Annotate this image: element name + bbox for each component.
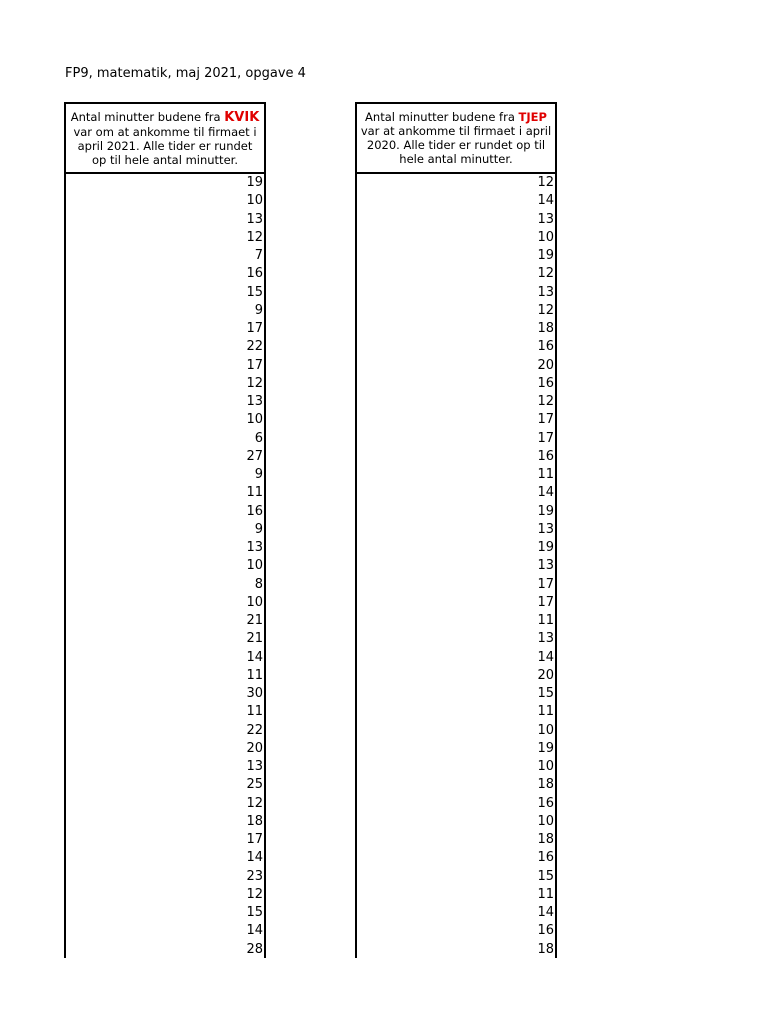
kvik-value-cell: 6	[254, 430, 263, 446]
kvik-value-cell: 13	[246, 759, 263, 774]
kvik-value-cell: 12	[246, 795, 263, 811]
tjep-header-text-start: Antal minutter budene fra	[365, 110, 519, 124]
tjep-value-cell: 11	[537, 704, 554, 720]
kvik-value-cell: 16	[246, 266, 263, 282]
tjep-value-cell: 13	[537, 284, 554, 300]
kvik-value-cell: 14	[246, 923, 263, 939]
tjep-value-cell: 12	[537, 302, 554, 318]
tjep-value-cell: 16	[537, 795, 554, 811]
kvik-value-cell: 21	[246, 613, 263, 628]
kvik-values-list	[66, 174, 264, 959]
kvik-value-cell: 21	[246, 631, 263, 647]
kvik-value-cell: 13	[246, 394, 263, 409]
tjep-value-cell: 20	[537, 357, 554, 373]
tjep-column-header	[357, 102, 555, 174]
kvik-value-cell: 12	[246, 229, 263, 245]
kvik-value-cell: 11	[246, 667, 263, 683]
kvik-value-cell: 27	[246, 448, 263, 464]
kvik-value-cell: 16	[246, 503, 263, 519]
kvik-highlight: KVIK	[224, 109, 260, 125]
tjep-value-cell: 18	[537, 941, 554, 957]
kvik-value-cell: 10	[246, 193, 263, 209]
kvik-value-cell: 20	[246, 740, 263, 756]
tjep-header-text-end: var at ankomme til firmaet i april 2020. Alle tider er rundet op til hele antal minutter.	[360, 124, 552, 166]
page-title: FP9, matematik, maj 2021, opgave 4	[65, 66, 306, 81]
tjep-value-cell: 10	[537, 229, 554, 245]
tjep-value-cell: 14	[537, 485, 554, 501]
tjep-value-cell: 14	[537, 193, 554, 209]
kvik-value-cell: 28	[246, 941, 263, 957]
tjep-value-cell: 13	[537, 631, 554, 647]
kvik-value-cell: 17	[246, 321, 263, 336]
tjep-value-cell: 15	[537, 686, 554, 701]
tjep-value-cell: 13	[537, 558, 554, 574]
kvik-value-cell: 15	[246, 284, 263, 300]
tjep-values-list	[357, 174, 555, 959]
kvik-value-cell: 17	[246, 832, 263, 847]
tjep-value-cell: 12	[537, 175, 554, 190]
tjep-value-cell: 19	[537, 248, 554, 263]
tjep-value-cell: 13	[537, 211, 554, 227]
kvik-header-text-start: Antal minutter budene fra	[70, 109, 225, 124]
kvik-value-cell: 19	[246, 175, 263, 190]
kvik-value-cell: 18	[246, 813, 263, 829]
tjep-value-cell: 14	[537, 905, 554, 920]
tjep-value-cell: 10	[537, 722, 554, 738]
kvik-value-cell: 13	[246, 540, 263, 555]
kvik-value-cell: 11	[246, 485, 263, 501]
tjep-value-cell: 19	[537, 503, 554, 519]
kvik-value-cell: 30	[246, 686, 263, 701]
kvik-value-cell: 9	[254, 467, 263, 482]
tjep-value-cell: 17	[537, 576, 554, 592]
tjep-value-cell: 10	[537, 759, 554, 774]
tjep-value-cell: 17	[537, 412, 554, 428]
kvik-value-cell: 10	[246, 594, 263, 610]
tjep-value-cell: 15	[537, 868, 554, 884]
tjep-value-cell: 18	[537, 321, 554, 336]
kvik-value-cell: 12	[246, 886, 263, 902]
kvik-value-cell: 12	[246, 375, 263, 391]
kvik-value-cell: 15	[246, 905, 263, 920]
tjep-value-cell: 16	[537, 448, 554, 464]
kvik-value-cell: 14	[246, 850, 263, 866]
tjep-value-cell: 10	[537, 813, 554, 829]
kvik-value-cell: 10	[246, 412, 263, 428]
kvik-value-cell: 9	[254, 521, 263, 537]
tjep-value-cell: 17	[537, 430, 554, 446]
kvik-value-cell: 11	[246, 704, 263, 720]
kvik-value-cell: 22	[246, 722, 263, 738]
kvik-column-header	[66, 102, 264, 174]
tjep-value-cell: 16	[537, 375, 554, 391]
kvik-value-cell: 10	[246, 558, 263, 574]
kvik-header-text-end: var om at ankomme til firmaet i april 2021. Alle tider er rundet op til hele antal minutter.	[73, 124, 257, 167]
tjep-value-cell: 18	[537, 832, 554, 847]
tjep-value-cell: 16	[537, 923, 554, 939]
kvik-value-cell: 25	[246, 777, 263, 793]
kvik-column	[64, 102, 266, 958]
tjep-value-cell: 17	[537, 594, 554, 610]
tjep-value-cell: 18	[537, 777, 554, 793]
kvik-value-cell: 23	[246, 868, 263, 884]
kvik-value-cell: 8	[254, 576, 263, 592]
kvik-value-cell: 7	[254, 248, 263, 263]
tjep-value-cell: 16	[537, 339, 554, 355]
tjep-value-cell: 19	[537, 740, 554, 756]
tjep-value-cell: 11	[537, 467, 554, 482]
kvik-value-cell: 9	[254, 302, 263, 318]
tjep-value-cell: 11	[537, 613, 554, 628]
kvik-value-cell: 17	[246, 357, 263, 373]
kvik-value-cell: 22	[246, 339, 263, 355]
tjep-value-cell: 11	[537, 886, 554, 902]
tjep-value-cell: 19	[537, 540, 554, 555]
tjep-value-cell: 14	[537, 649, 554, 665]
tjep-value-cell: 12	[537, 394, 554, 409]
tjep-value-cell: 16	[537, 850, 554, 866]
kvik-value-cell: 13	[246, 211, 263, 227]
tjep-value-cell: 20	[537, 667, 554, 683]
tjep-highlight: TJEP	[518, 110, 547, 124]
tjep-column	[355, 102, 557, 958]
tjep-value-cell: 12	[537, 266, 554, 282]
kvik-value-cell: 14	[246, 649, 263, 665]
tjep-value-cell: 13	[537, 521, 554, 537]
